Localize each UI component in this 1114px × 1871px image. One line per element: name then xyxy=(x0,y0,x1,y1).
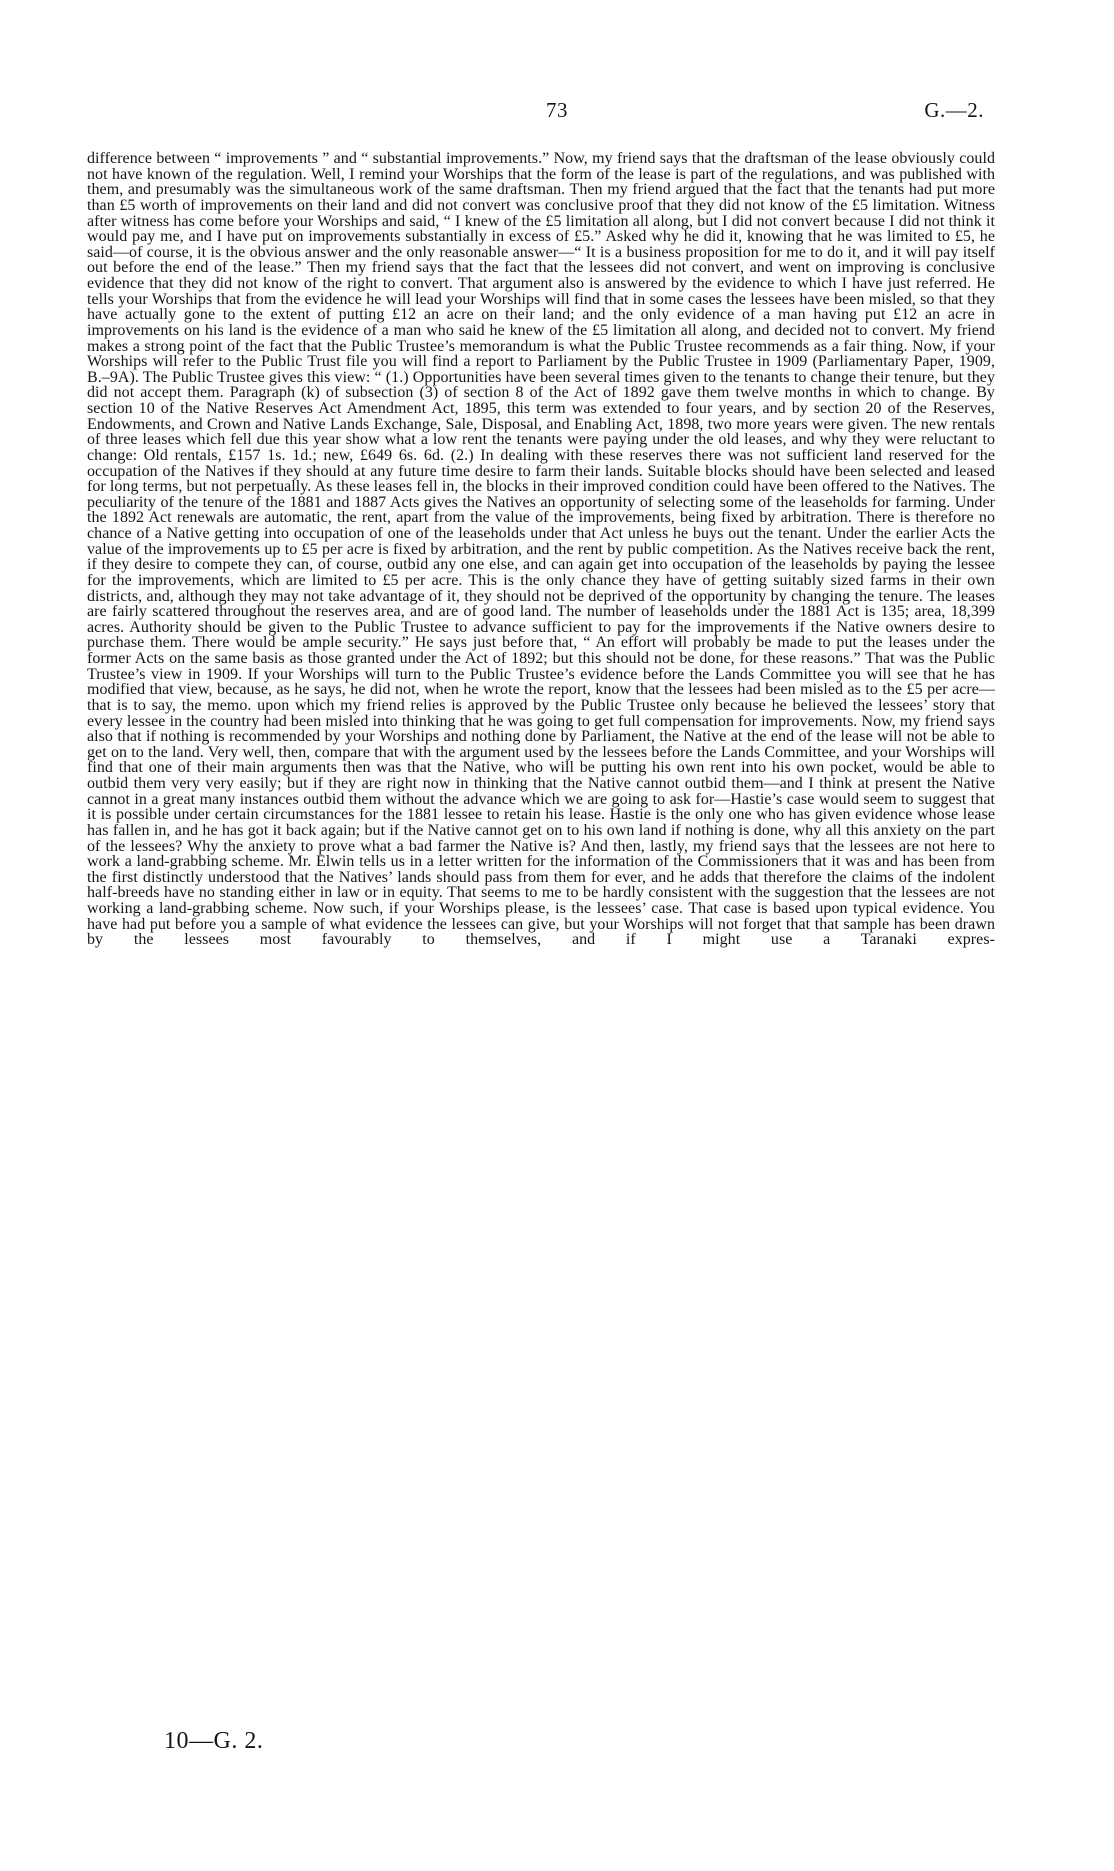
body-paragraph: difference between “ improvements ” and “ substantial improvements.” Now, my friend says that the draftsman of the lease obviously could not have known of the regulation. Well, I remind your Worships that the form of the lease is part of the regulations, and was published with them, and presumably was the simultaneous work of the same draftsman. Then my friend argued that the fact that the tenants had put more than £5 worth of improvements on their land and did not convert was conclusive proof that they did not know of the £5 limitation. Witness after witness has come before your Worships and said, “ I knew of the £5 limitation all along, but I did not convert because I did not think it would pay me, and I have put on improvements substantially in excess of £5.” Asked why he did it, knowing that he was limited to £5, he said—of course, it is the obvious answer and the only reasonable answer—“ It is a business proposition for me to do it, and it will pay itself out before the end of the lease.” Then my friend says that the fact that the lessees did not convert, and went on improving is conclusive evidence that they did not know of the right to convert. That argument also is answered by the evidence to which I have just referred. He tells your Worships that from the evidence he will lead your Worships will find that in some cases the lessees have been misled, so that they have actually gone to the extent of putting £12 an acre on their land; and the only evidence of a man having put £12 an acre in improvements on his land is the evidence of a man who said he knew of the £5 limitation all along, and decided not to convert. My friend makes a strong point of the fact that the Public Trustee’s memorandum is what the Public Trustee recommends as a fair thing. Now, if your Worships will refer to the Public Trust file you will find a report to Parliament by the Public Trustee in 1909 (Parliamentary Paper, 1909, B.–9A). The Public Trustee gives this view: “ (1.) Opportunities have been several times given to the tenants to change their tenure, but they did not accept them. Paragraph (k) of subsection (3) of section 8 of the Act of 1892 gave them twelve months in which to change. By section 10 of the Native Reserves Act Amendment Act, 1895, this term was extended to four years, and by section 20 of the Reserves, Endowments, and Crown and Native Lands Exchange, Sale, Disposal, and Enabling Act, 1898, two more years were given. The new rentals of three leases which fell due this year show what a low rent the tenants were paying under the old leases, and why they were reluctant to change: Old rentals, £157 1s. 1d.; new, £649 6s. 6d. (2.) In dealing with these reserves there was not sufficient land reserved for the occupation of the Natives if they should at any future time desire to farm their lands. Suitable blocks should have been selected and leased for long terms, but not perpetually. As these leases fell in, the blocks in their improved condition could have been offered to the Natives. The peculiarity of the tenure of the 1881 and 1887 Acts gives the Natives an opportunity of selecting some of the leaseholds for farming. Under the 1892 Act renewals are automatic, the rent, apart from the value of the improvements, being fixed by arbitration. There is therefore no chance of a Native getting into occupation of one of the leaseholds under that Act unless he buys out the tenant. Under the earlier Acts the value of the improvements up to £5 per acre is fixed by arbitration, and the rent by public competition. As the Natives receive back the rent, if they desire to compete they can, of course, outbid any one else, and can again get into occupation of the leaseholds by paying the lessee for the improvements, which are limited to £5 per acre. This is the only chance they have of getting suitably sized farms in their own districts, and, although they may not take advantage of it, they should not be deprived of the opportunity by changing the tenure. The leases are fairly scattered throughout the reserves area, and are of good land. The number of leaseholds under the 1881 Act is 135; area, 18,399 acres. Authority should be given to the Public Trustee to advance sufficient to pay for the improvements if the Native owners desire to purchase them. There would be ample security.” He says just before that, “ An effort will probably be made to put the leases under the former Acts on the same basis as those granted under the Act of 1892; but this should not be done, for these reasons.” That was the Public Trustee’s view in 1909. If your Worships will turn to the Public Trustee’s evidence before the Lands Committee you will see that he has modified that view, because, as he says, he did not, when he wrote the report, know that the lessees had been misled as to the £5 per acre—that is to say, the memo. upon which my friend relies is approved by the Public Trustee only because he believed the lessees’ story that every lessee in the country had been misled into thinking that he was going to get full compensation for improvements. Now, my friend says also that if nothing is recommended by your Worships and nothing done by Parliament, the Native at the end of the lease will not be able to get on to the land. Very well, then, compare that with the argument used by the lessees before the Lands Committee, and your Worships will find that one of their main arguments then was that the Native, who will be putting his own rent into his own pocket, would be able to outbid them very very easily; but if they are right now in thinking that the Native cannot outbid them—and I think at present the Native cannot in a great many instances outbid them without the advance which we are going to ask for—Hastie’s case would seem to suggest that it is possible under certain circumstances for the 1881 lessee to retain his lease. Hastie is the only one who has given evidence whose lease has fallen in, and he has got it back again; but if the Native cannot get on to his own land if nothing is done, why all this anxiety on the part of the lessees? Why the anxiety to prove what a bad farmer the Native is? And then, lastly, my friend says that the lessees are not here to work a land-grabbing scheme. Mr. Elwin tells us in a letter written for the information of the Commissioners that it was and has been from the first distinctly understood that the Natives’ lands should pass from them for ever, and he adds that therefore the claims of the indolent half-breeds have no standing either in law or in equity. That seems to me to be hardly consistent with the suggestion that the lessees are not working a land-grabbing scheme. Now such, if your Worships please, is the lessees’ case. That case is based upon typical evidence. You have had put before you a sample of what evidence the lessees can give, but your Worships will not forget that that sample has been drawn by the lessees most favourably to themselves, and if I might use a Taranaki expres- xyxy=(87,150,995,949)
document-reference: G.—2. xyxy=(924,98,984,122)
footer-signature: 10—G. 2. xyxy=(164,1728,264,1754)
page-number: 73 xyxy=(546,98,568,122)
